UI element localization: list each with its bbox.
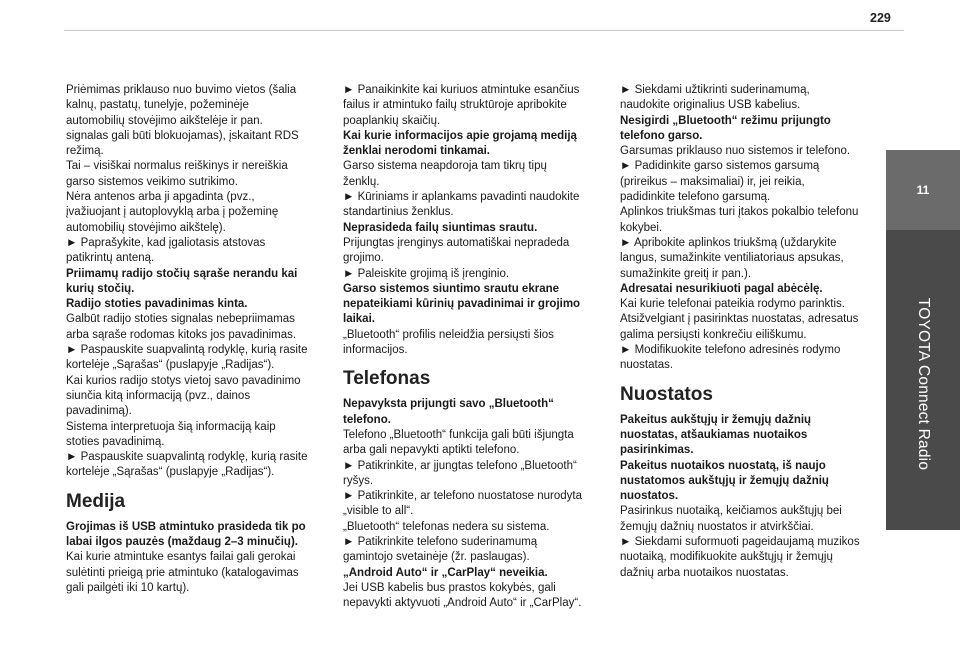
paragraph: Kai kurie atmintuke esantys failai gali gerokai sulėtinti prieigą prie atmintuko (katalogavimas gali pailgėti iki 10 kartų). [66,551,299,594]
paragraph: Nėra antenos arba ji apgadinta (pvz., įvažiuojant į autoplovyklą arba į požeminę automobilių stovėjimo aikštelę). [66,191,279,234]
problem-heading: Nepavyksta prijungti savo „Bluetooth“ telefono. [343,398,554,426]
instruction-step: ► Siekdami suformuoti pageidaujamą muzikos nuotaiką, modifikuokite aukštųjų ir žemųjų dažnių arba nuotaikos nuostatas. [620,536,860,579]
section-heading: Medija [66,490,126,512]
problem-heading: Radijo stoties pavadinimas kinta. [66,298,248,311]
instruction-step: ► Paspauskite suapvalintą rodyklę, kurią rasite kortelėje „Sąrašas“ (puslapyje „Radijas“). [66,451,308,479]
problem-heading: Kai kurie informacijos apie grojamą mediją ženklai nerodomi tinkamai. [343,129,577,158]
problem-heading: Grojimas iš USB atmintuko prasideda tik po labai ilgos pauzės (maždaug 2–3 minučių). [66,520,306,549]
paragraph: Kai kurie telefonai pateikia rodymo parinktis. Atsižvelgiant į pasirinktas nuostatas, adresatus galima persiųsti konkrečiu eiliškumu. [620,298,859,341]
chapter-tab [886,150,960,530]
instruction-step: ► Paleiskite grojimą iš įrenginio. [343,267,510,280]
problem-heading: Pakeitus nuotaikos nuostatą, iš naujo nustatomos aukštųjų ir žemųjų dažnių nuostatos. [620,459,829,503]
paragraph: Garsumas priklauso nuo sistemos ir telefono. [620,145,851,158]
instruction-step: ► Padidinkite garso sistemos garsumą (prireikus – maksimaliai) ir, jei reikia, padidinkite telefono garsumą. [620,160,820,204]
page-number: 229 [870,11,891,25]
paragraph: „Bluetooth“ profilis neleidžia persiųsti šios informacijos. [343,328,554,357]
instruction-step: ► Patikrinkite, ar įjungtas telefono „Bluetooth“ ryšys. [343,459,577,487]
paragraph: Garso sistema neapdoroja tam tikrų tipų ženklų. [343,160,547,188]
text-column-3 [620,83,862,581]
instruction-step: ► Siekdami užtikrinti suderinamumą, naudokite originalius USB kabelius. [620,84,810,112]
paragraph: Aplinkos triukšmas turi įtakos pokalbio telefonu kokybei. [620,206,859,234]
problem-heading: Garso sistemos siuntimo srautu ekrane nepateikiami kūrinių pavadinimai ir grojimo laikai. [343,282,581,326]
paragraph: Pasirinkus nuotaiką, keičiamos aukštųjų bei žemųjų dažnių nuostatos ir atvirkščiai. [620,505,842,533]
paragraph: Telefono „Bluetooth“ funkcija gali būti išjungta arba gali nepavykti aptikti telefono. [343,428,574,457]
header-rule [64,30,904,31]
problem-heading: „Android Auto“ ir „CarPlay“ neveikia. [343,566,548,579]
instruction-step: ► Patikrinkite, ar telefono nuostatose nurodyta „visible to all“. [343,490,582,518]
paragraph: Sistema interpretuoja šią informaciją kaip stoties pavadinimą. [66,420,276,448]
paragraph: „Bluetooth“ telefonas nedera su sistema. [343,520,550,533]
section-heading: Telefonas [343,368,431,390]
problem-heading: Neprasideda failų siuntimas srautu. [343,221,538,234]
instruction-step: ► Paprašykite, kad įgaliotasis atstovas patikrintų anteną. [66,236,266,265]
instruction-step: ► Panaikinkite kai kuriuos atmintuke esančius failus ir atmintuko failų struktūroje apribokite poaplankių skaičių. [343,84,580,127]
text-column-2 [343,83,585,612]
section-heading: Nuostatos [620,383,713,405]
instruction-step: ► Modifikuokite telefono adresinės rodymo nuostatas. [620,344,841,372]
problem-heading: Nesigirdi „Bluetooth“ režimu prijungto telefono garso. [620,114,831,142]
instruction-step: ► Kūriniams ir aplankams pavadinti naudokite standartinius ženklus. [343,191,580,219]
instruction-step: ► Paspauskite suapvalintą rodyklę, kurią rasite kortelėje „Sąrašas“ (puslapyje „Radijas“). [66,344,308,372]
paragraph: Kai kurios radijo stotys vietoj savo pavadinimo siunčia kitą informaciją (pvz., dainos pavadinimą). [66,374,301,418]
paragraph: Tai – visiškai normalus reiškinys ir nereiškia garso sistemos veikimo sutrikimo. [66,160,288,188]
paragraph: Prijungtas įrenginys automatiškai nepradeda grojimo. [343,236,570,265]
problem-heading: Pakeitus aukštųjų ir žemųjų dažnių nuostatas, atšaukiamas nuotaikos pasirinkimas. [620,413,812,457]
paragraph: Jei USB kabelis bus prastos kokybės, gali nepavykti aktyvuoti „Android Auto“ ir „CarPlay“. [343,581,582,610]
paragraph: Galbūt radijo stoties signalas nebepriimamas arba sąraše rodomas kitoks jos pavadinimas. [66,313,297,341]
problem-heading: Adresatai nesurikiuoti pagal abėcėlę. [620,282,823,295]
instruction-step: ► Apribokite aplinkos triukšmą (uždarykite langus, sumažinkite ventiliatoriaus apsukas, sumažinkite greitį ir pan.). [620,236,844,280]
paragraph: Priėmimas priklauso nuo buvimo vietos (šalia kalnų, pastatų, tunelyje, požeminėje automobilių stovėjimo aikštelėje ir pan. signalas gali būti blokuojamas), įskaitant RDS režimą. [66,84,299,158]
chapter-number: 11 [886,150,960,230]
problem-heading: Priimamų radijo stočių sąraše nerandu kai kurių stočių. [66,267,298,295]
chapter-title: TOYOTA Connect Radio [915,297,932,471]
instruction-step: ► Patikrinkite telefono suderinamumą gamintojo svetainėje (žr. paslaugas). [343,536,538,564]
text-column-1 [66,83,308,596]
